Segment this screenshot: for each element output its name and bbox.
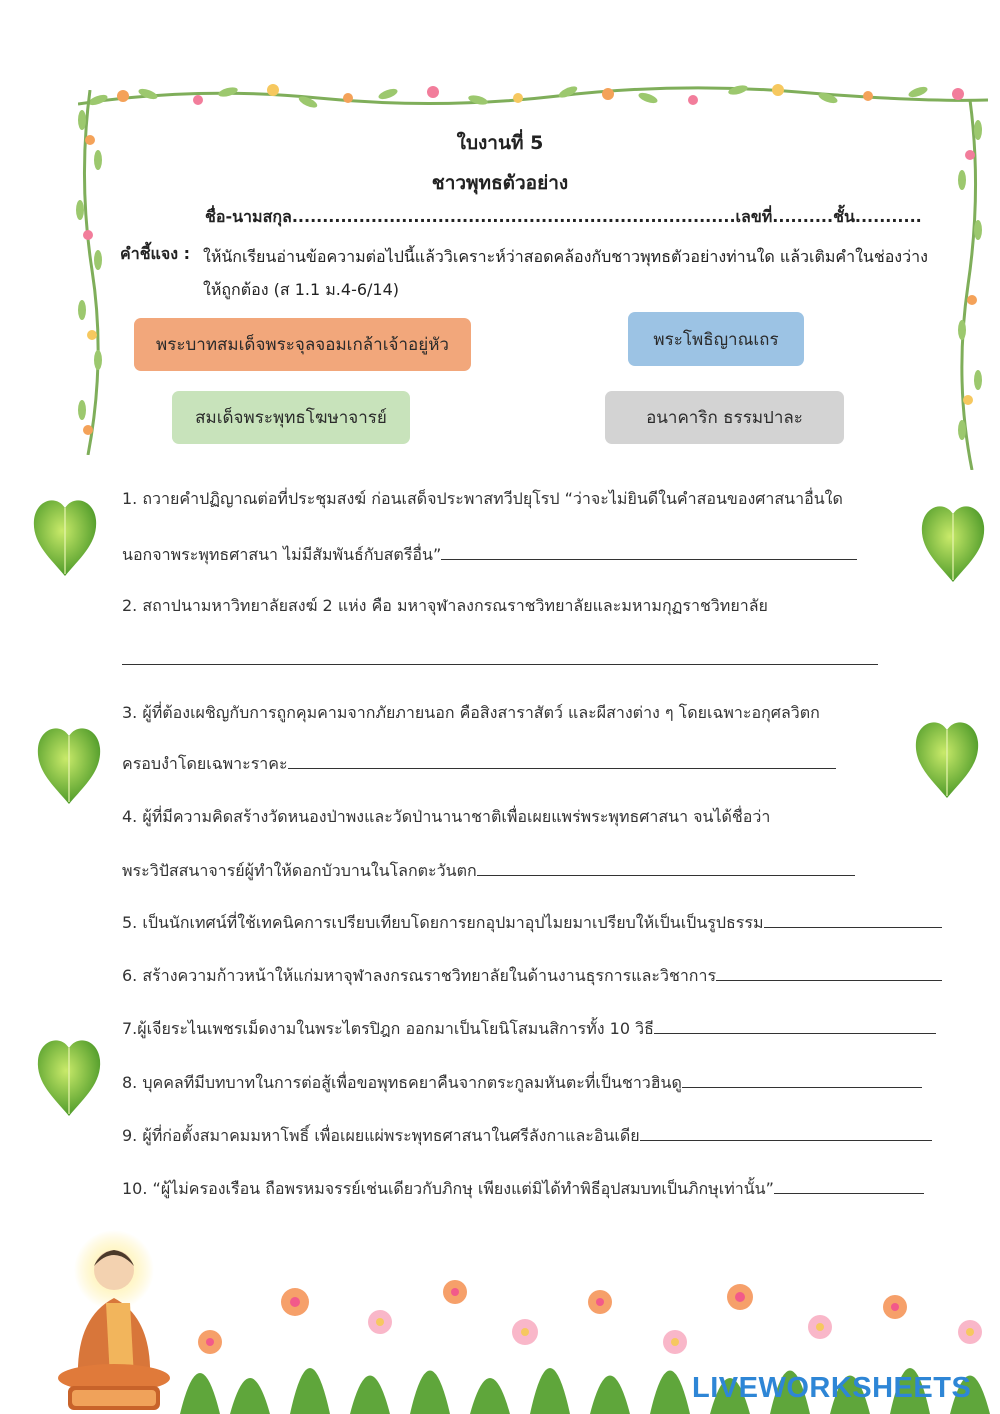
question-9-row [122, 1124, 932, 1149]
question-10-row [122, 1177, 924, 1202]
answer-blank-2[interactable] [122, 664, 878, 665]
question-1-text-2: นอกจาพระพุทธศาสนา ไม่มีสัมพันธ์กับสตรีอื่น” [122, 545, 442, 564]
question-8-text: 8. บุคคลทีมีบทบาทในการต่อสู้เพื่อขอพุทธคยาคืนจากตระกูลมหันตะที่เป็นชาวฮินดู [122, 1073, 682, 1092]
answer-blank-1[interactable] [441, 545, 857, 560]
answer-blank-10[interactable] [774, 1179, 924, 1194]
flower-garland-icon [78, 78, 988, 116]
question-1-continuation [122, 543, 857, 568]
bodhi-leaf-icon [912, 710, 982, 802]
answer-blank-8[interactable] [682, 1073, 922, 1088]
question-4-text-2: พระวิปัสสนาจารย์ผู้ทำให้ดอกบัวบานในโลกตะวันตก [122, 861, 477, 880]
buddha-icon [48, 1228, 180, 1414]
option-card[interactable]: อนาคาริก ธรรมปาละ [605, 391, 844, 444]
bodhi-leaf-icon [34, 716, 104, 808]
question-3-text: 3. ผู้ที่ต้องเผชิญกับการถูกคุมคามจากภัยภายนอก คือสิงสาราสัตว์ และผีสางต่าง ๆ โดยเฉพาะอกุศลวิตก [122, 703, 820, 722]
question-2-text: 2. สถาปนามหาวิทยาลัยสงฆ์ 2 แห่ง คือ มหาจุฬาลงกรณราชวิทยาลัยและมหามกุฏราชวิทยาลัย [122, 596, 768, 615]
instructions-text: ให้นักเรียนอ่านข้อความต่อไปนี้แล้ววิเคราะห์ว่าสอดคล้องกับชาวพุทธตัวอย่างท่านใด แล้วเติมคำในช่องว่างให้ถูกต้อง (ส 1.1 ม.4-6/14) [203, 247, 928, 299]
question-5-row [122, 911, 942, 936]
question-3-text-2: ครอบงำโดยเฉพาะราคะ [122, 754, 288, 773]
liveworksheets-logo: LIVEWORKSHEETS [692, 1372, 972, 1404]
answer-blank-3[interactable] [288, 754, 836, 769]
question-3-continuation [122, 752, 836, 777]
instructions-label: คำชี้แจง : [120, 244, 191, 263]
bodhi-leaf-icon [918, 494, 988, 586]
question-6-row [122, 964, 942, 989]
option-card[interactable]: สมเด็จพระพุทธโฆษาจารย์ [172, 391, 410, 444]
answer-blank-9[interactable] [640, 1126, 932, 1141]
question-6-text: 6. สร้างความก้าวหน้าให้แก่มหาจุฬาลงกรณราชวิทยาลัยในด้านงานธุรการและวิชาการ [122, 966, 717, 985]
question-10-text: 10. “ผู้ไม่ครองเรือน ถือพรหมจรรย์เช่นเดียวกับภิกษุ เพียงแต่มิได้ทำพิธีอุปสมบทเป็นภิกษุเท่านั้น” [122, 1179, 774, 1198]
question-4-continuation [122, 859, 855, 884]
question-7-text: 7.ผู้เจียระไนเพชรเม็ดงามในพระไตรปิฎก ออกมาเป็นโยนิโสมนสิการทั้ง 10 วิธี [122, 1019, 654, 1038]
question-9-text: 9. ผู้ที่ก่อตั้งสมาคมมหาโพธิ์ เพื่อเผยแผ่พระพุทธศาสนาในศรีลังกาและอินเดีย [122, 1126, 640, 1145]
question-8-row [122, 1071, 922, 1096]
answer-blank-7[interactable] [654, 1019, 936, 1034]
bodhi-leaf-icon [34, 1028, 104, 1120]
bodhi-leaf-icon [30, 488, 100, 580]
answer-blank-6[interactable] [716, 966, 942, 981]
question-4-text: 4. ผู้ที่มีความคิดสร้างวัดหนองป่าพงและวัดป่านานาชาติเพื่อเผยแพร่พระพุทธศาสนา จนได้ชื่อว่า [122, 807, 771, 826]
worksheet-subtitle: ชาวพุทธตัวอย่าง [431, 172, 569, 194]
question-7-row [122, 1017, 936, 1042]
question-1-text: 1. ถวายคำปฏิญาณต่อที่ประชุมสงฆ์ ก่อนเสด็จประพาสทวีปยุโรป “ว่าจะไม่ยินดีในคำสอนของศาสนาอื่นใด [122, 489, 843, 508]
student-info-line: ชื่อ-นามสกุล.........................................................................เลขที่..........ชั้น........... [205, 207, 922, 226]
answer-blank-4[interactable] [477, 861, 855, 876]
option-card[interactable]: พระบาทสมเด็จพระจุลจอมเกล้าเจ้าอยู่หัว [134, 318, 471, 371]
answer-blank-5[interactable] [764, 913, 942, 928]
option-card[interactable]: พระโพธิญาณเถร [628, 312, 804, 366]
question-5-text: 5. เป็นนักเทศน์ที่ใช้เทคนิคการเปรียบเทียบโดยการยกอุปมาอุปไมยมาเปรียบให้เป็นเป็นรูปธรรม [122, 913, 764, 932]
worksheet-title: ใบงานที่ 5 [456, 132, 544, 154]
